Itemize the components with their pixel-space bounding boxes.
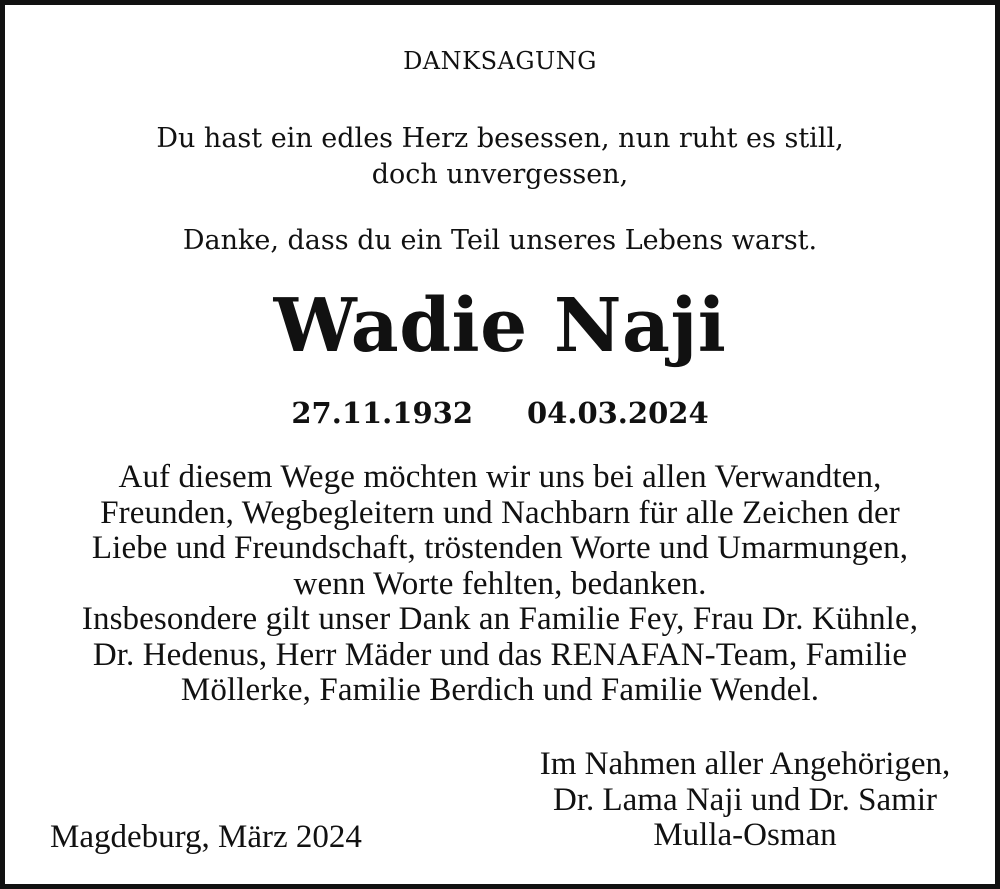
signature-line: Dr. Lama Naji und Dr. Samir bbox=[552, 781, 937, 818]
poem-line-3: Danke, dass du ein Teil unseres Lebens warst. bbox=[182, 225, 818, 256]
thanks-line: Auf diesem Wege möchten wir uns bei allen Verwandten, bbox=[118, 459, 882, 495]
poem-line-1: Du hast ein edles Herz besessen, nun ruht es still, bbox=[156, 123, 844, 154]
life-dates bbox=[5, 393, 995, 433]
thanks-text bbox=[5, 460, 995, 709]
signature-block bbox=[525, 747, 965, 854]
poem-line-2: doch unvergessen, bbox=[371, 159, 629, 190]
thanks-line: wenn Worte fehlten, bedanken. bbox=[293, 565, 707, 602]
signature-line: Mulla-Osman bbox=[653, 817, 837, 853]
thanks-line: Dr. Hedenus, Herr Mäder und das RENAFAN-Team, Familie bbox=[92, 636, 908, 673]
place-and-date: Magdeburg, März 2024 bbox=[50, 819, 362, 855]
birth-date: 27.11.1932 bbox=[291, 396, 473, 430]
thanks-line: Möllerke, Familie Berdich und Familie Wendel. bbox=[180, 672, 820, 708]
heading: DANKSAGUNG bbox=[403, 47, 597, 75]
thanks-line: Freunden, Wegbegleitern und Nachbarn für alle Zeichen der bbox=[100, 494, 900, 531]
thanks-line: Insbesondere gilt unser Dank an Familie Fey, Frau Dr. Kühnle, bbox=[81, 601, 919, 637]
thanks-line: Liebe und Freundschaft, tröstenden Worte und Umarmungen, bbox=[91, 530, 909, 566]
deceased-name: Wadie Naji bbox=[273, 283, 727, 369]
signature-line: Im Nahmen aller Angehörigen, bbox=[539, 746, 951, 782]
death-date: 04.03.2024 bbox=[527, 396, 709, 430]
